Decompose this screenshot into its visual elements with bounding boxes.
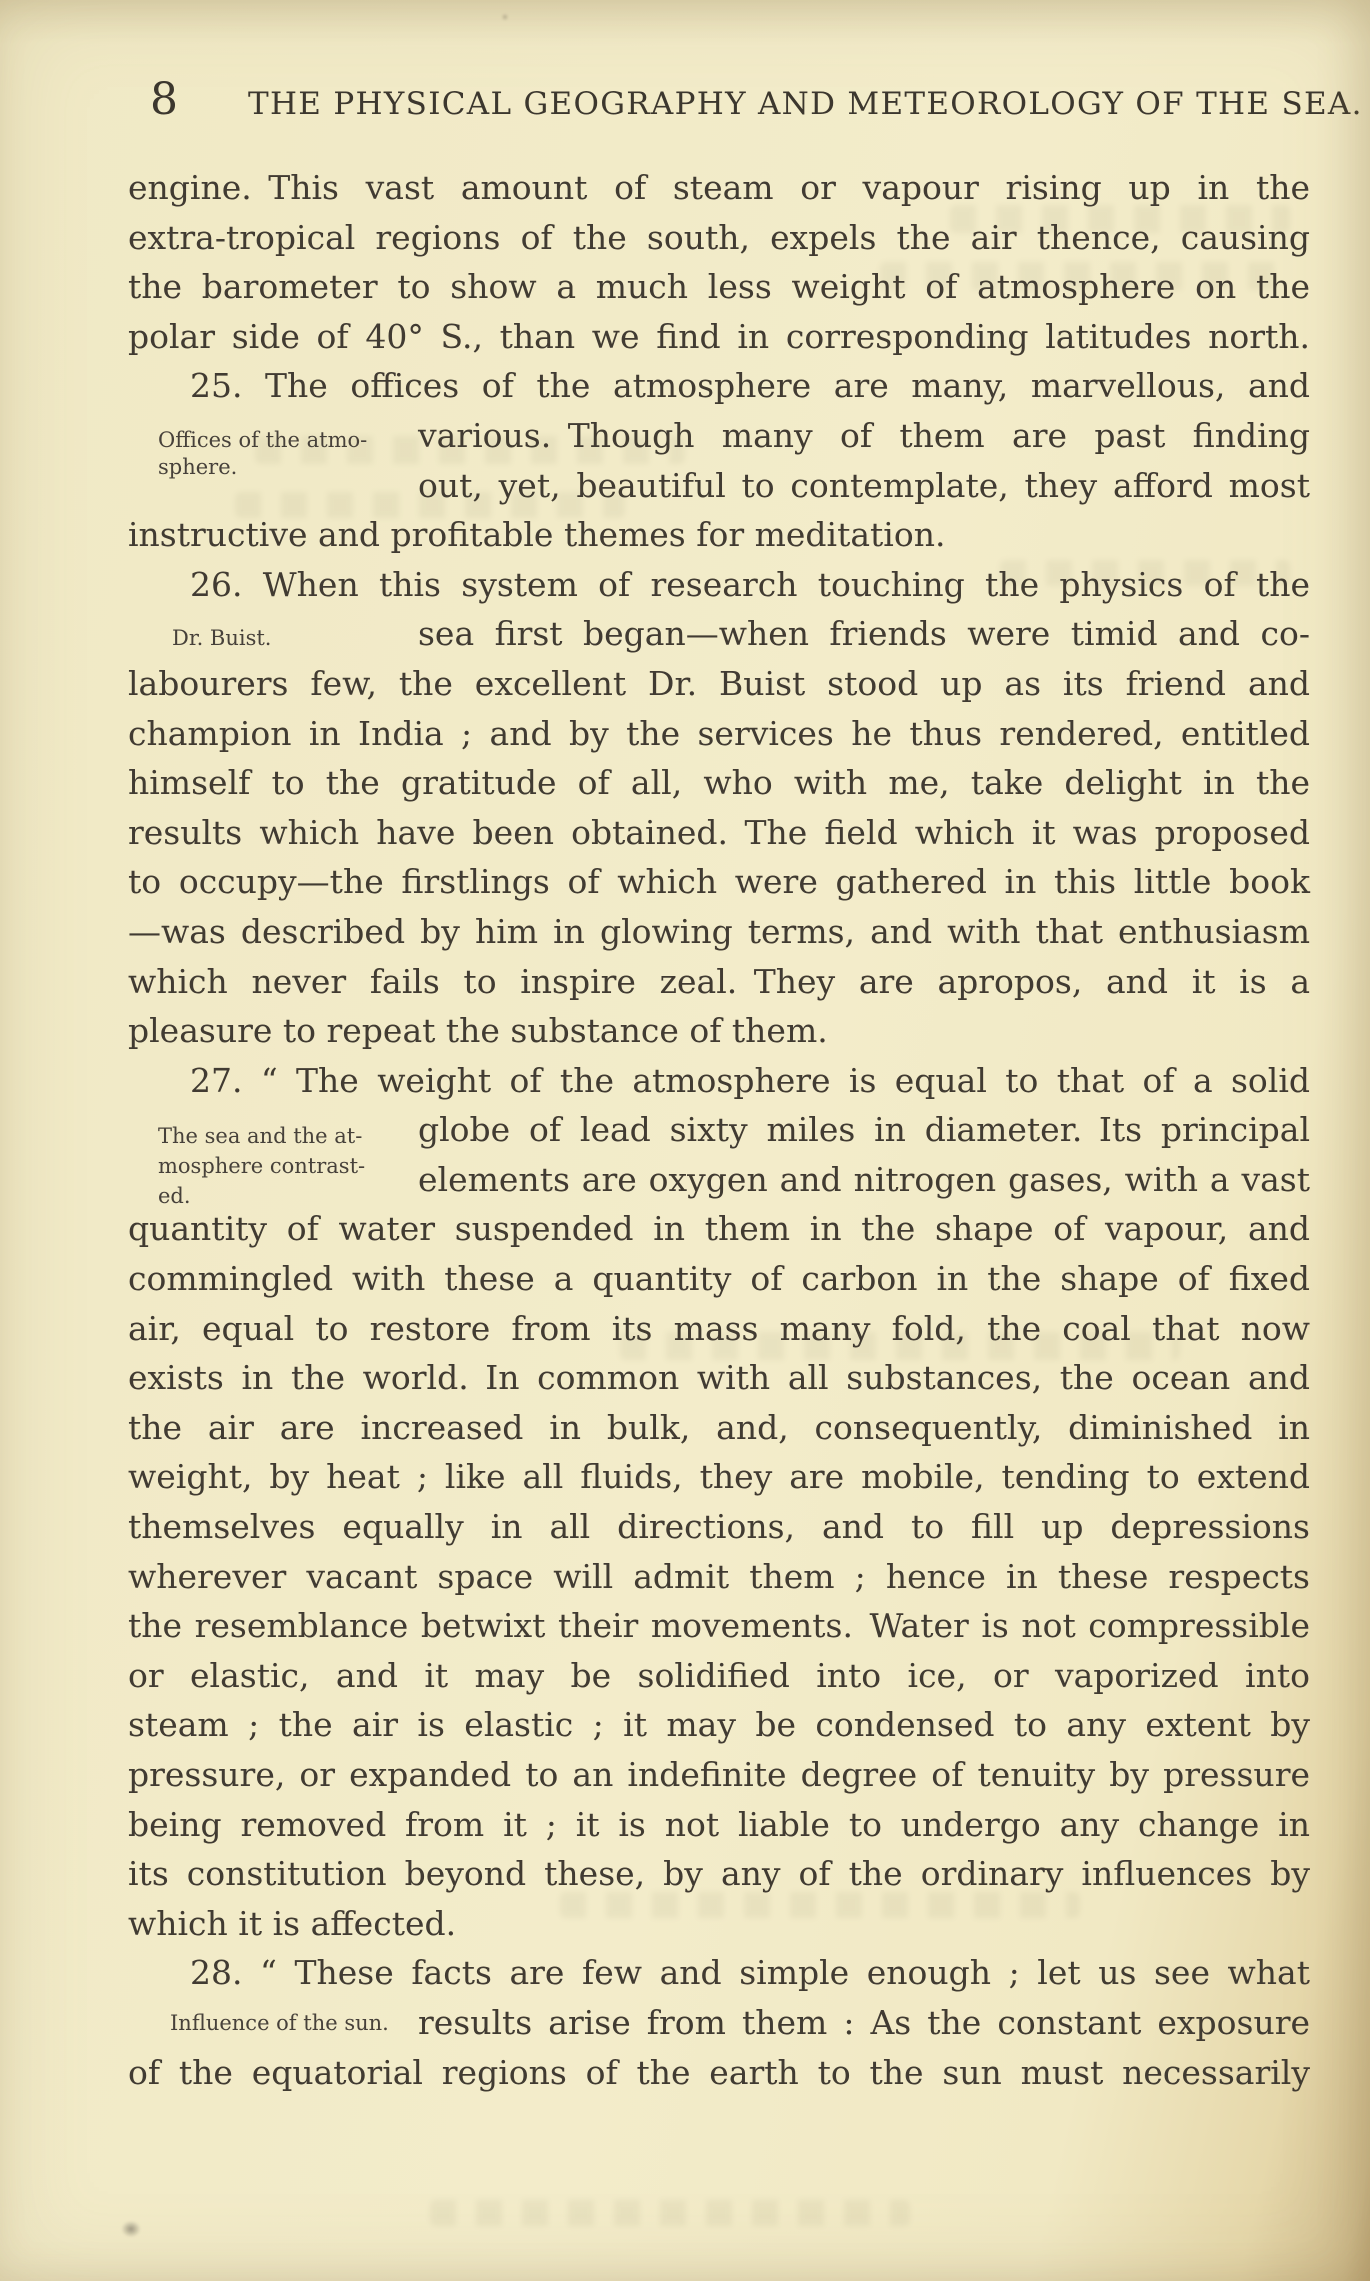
text-line: or elastic, and it may be solidified into ice, or vaporized into	[128, 1655, 1310, 1695]
text-line: extra-tropical regions of the south, expels the air thence, causing	[128, 217, 1310, 257]
text-line: to occupy—the firstlings of which were gathered in this little book	[128, 862, 1310, 902]
text-line: the resemblance betwixt their movements. Water is not compressible	[128, 1606, 1310, 1646]
text-line: engine. This vast amount of steam or vapour rising up in the	[128, 168, 1310, 207]
sidenote-line: The sea and the at-	[158, 1124, 363, 1148]
text-line: results arise from them : As the constant exposure	[418, 2002, 1310, 2042]
sidenote-line: mosphere contrast-	[158, 1154, 366, 1178]
text-line: labourers few, the excellent Dr. Buist stood up as its friend and	[128, 663, 1310, 703]
page-number: 8	[150, 74, 178, 125]
text-line: the air are increased in bulk, and, consequently, diminished in	[128, 1407, 1310, 1447]
text-line: wherever vacant space will admit them ; hence in these respects	[128, 1556, 1310, 1596]
text-line: polar side of 40° S., than we find in corresponding latitudes north.	[128, 316, 1310, 356]
sidenote-line: ed.	[158, 1184, 191, 1208]
ink-smudge	[118, 2218, 144, 2240]
text-line: pleasure to repeat the substance of them.	[128, 1011, 828, 1051]
text-line: which it is affected.	[128, 1903, 457, 1943]
text-line: various. Though many of them are past finding	[418, 415, 1310, 455]
sidenote-line: Influence of the sun.	[170, 2011, 389, 2035]
sidenote-line: Dr. Buist.	[172, 626, 272, 650]
text-line: 26. When this system of research touching the physics of the	[190, 564, 1310, 604]
text-line: elements are oxygen and nitrogen gases, with a vast	[418, 1159, 1310, 1199]
sidenote-line: Offices of the atmo-	[158, 428, 368, 452]
text-line: 28. “ These facts are few and simple enough ; let us see what	[190, 1953, 1310, 1993]
text-line: which never fails to inspire zeal. They are apropos, and it is a	[128, 961, 1310, 1001]
text-line: of the equatorial regions of the earth to the sun must necessarily	[128, 2052, 1310, 2092]
text-line: being removed from it ; it is not liable to undergo any change in	[128, 1804, 1310, 1844]
text-line: pressure, or expanded to an indefinite degree of tenuity by pressure	[128, 1755, 1310, 1794]
text-line: sea first began—when friends were timid and co-	[418, 614, 1310, 654]
ink-smudge	[500, 12, 510, 22]
text-line: air, equal to restore from its mass many fold, the coal that now	[128, 1308, 1310, 1348]
text-line: quantity of water suspended in them in the shape of vapour, and	[128, 1209, 1310, 1249]
text-line: the barometer to show a much less weight of atmosphere on the	[128, 267, 1310, 307]
text-line: themselves equally in all directions, and to fill up depressions	[128, 1507, 1310, 1547]
text-line: results which have been obtained. The field which it was proposed	[128, 812, 1310, 852]
text-line: weight, by heat ; like all fluids, they are mobile, tending to extend	[128, 1457, 1310, 1497]
text-line: 27. “ The weight of the atmosphere is equal to that of a solid	[190, 1060, 1310, 1100]
text-line: instructive and profitable themes for meditation.	[128, 515, 946, 555]
text-line: himself to the gratitude of all, who with me, take delight in the	[128, 763, 1310, 803]
sidenote-line: sphere.	[158, 455, 238, 479]
running-title: THE PHYSICAL GEOGRAPHY AND METEOROLOGY OF THE SEA.	[248, 86, 1363, 122]
text-line: champion in India ; and by the services he thus rendered, entitled	[128, 713, 1310, 753]
text-line: its constitution beyond these, by any of the ordinary influences by	[128, 1854, 1310, 1894]
text-line: globe of lead sixty miles in diameter. Its principal	[418, 1110, 1310, 1150]
body-text-column	[128, 163, 1310, 2097]
showthrough-texture	[430, 2200, 910, 2226]
text-line: 25. The offices of the atmosphere are many, marvellous, and	[190, 366, 1310, 406]
text-line: exists in the world. In common with all substances, the ocean and	[128, 1358, 1310, 1398]
text-line: commingled with these a quantity of carbon in the shape of fixed	[128, 1259, 1310, 1299]
text-line: out, yet, beautiful to contemplate, they afford most	[418, 465, 1310, 505]
text-line: —was described by him in glowing terms, and with that enthusiasm	[128, 911, 1310, 951]
text-line: steam ; the air is elastic ; it may be condensed to any extent by	[128, 1705, 1310, 1745]
